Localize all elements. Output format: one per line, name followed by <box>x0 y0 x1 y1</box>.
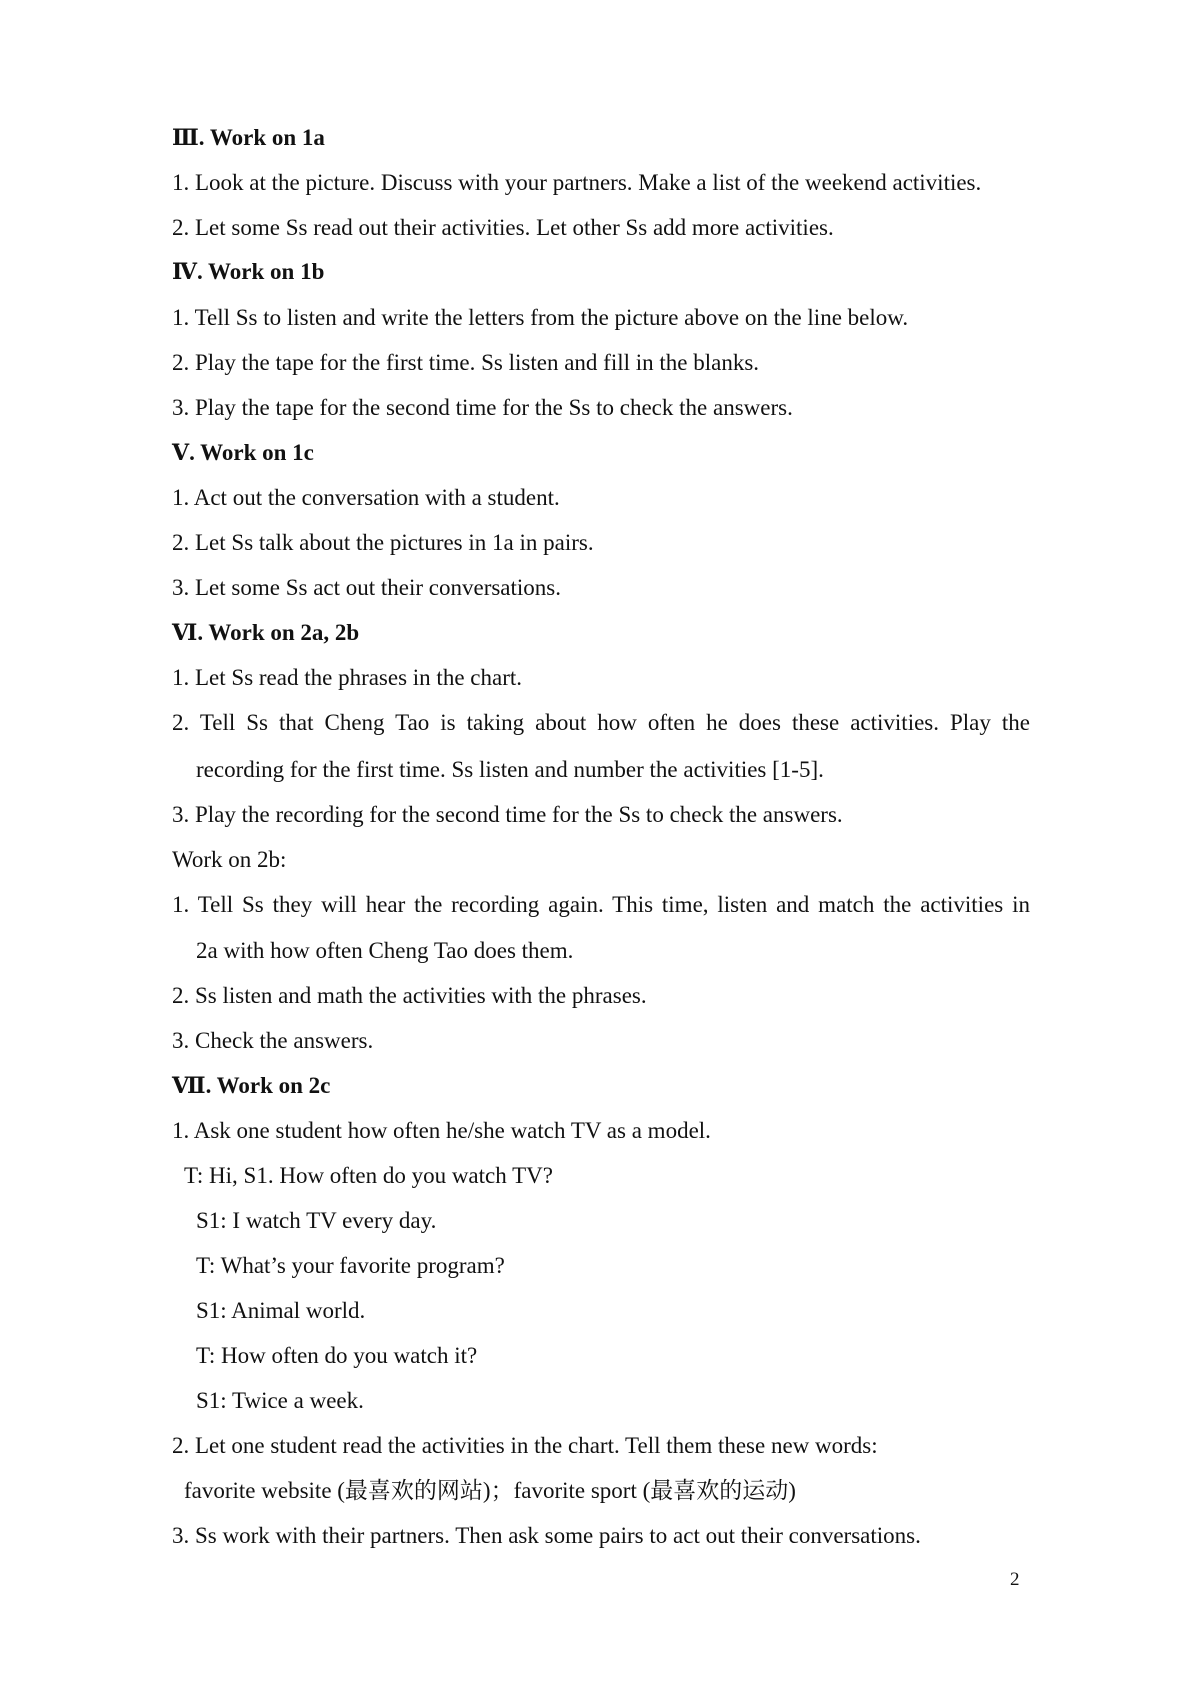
list-item: 2. Let one student read the activities in the chart. Tell them these new words: <box>172 1433 878 1458</box>
section-heading-v <box>172 439 314 467</box>
section-title: . Work on 1b <box>196 259 325 284</box>
list-item: 3. Check the answers. <box>172 1028 374 1053</box>
roman-numeral: Ⅵ <box>172 620 198 646</box>
section-title: . Work on 1c <box>189 440 314 465</box>
section-heading-vii <box>172 1072 330 1100</box>
list-item: 3. Play the recording for the second time for the Ss to check the answers. <box>172 802 843 827</box>
section-title: . Work on 2a, 2b <box>197 620 360 645</box>
dialogue-line: T: What’s your favorite program? <box>196 1253 505 1278</box>
list-item: 3. Let some Ss act out their conversations. <box>172 575 562 600</box>
list-item: 2. Let Ss talk about the pictures in 1a in pairs. <box>172 530 594 555</box>
roman-numeral: Ⅳ <box>172 259 197 285</box>
section-title: . Work on 2c <box>205 1073 331 1098</box>
list-item-continuation: 2a with how often Cheng Tao does them. <box>196 938 574 963</box>
dialogue-line: S1: I watch TV every day. <box>196 1208 437 1233</box>
list-item: 1. Ask one student how often he/she watch TV as a model. <box>172 1118 711 1143</box>
list-item-continuation: recording for the first time. Ss listen and number the activities [1-5]. <box>196 757 824 782</box>
section-heading-iii <box>172 124 325 152</box>
dialogue-line: T: How often do you watch it? <box>196 1343 478 1368</box>
list-item: 3. Play the tape for the second time for the Ss to check the answers. <box>172 395 793 420</box>
list-item: 1. Act out the conversation with a student. <box>172 485 560 510</box>
roman-numeral: Ⅴ <box>172 440 190 466</box>
section-heading-vi <box>172 619 359 647</box>
list-item: 2. Play the tape for the first time. Ss listen and fill in the blanks. <box>172 350 760 375</box>
dialogue-line: T: Hi, S1. How often do you watch TV? <box>184 1163 553 1188</box>
list-item: 1. Tell Ss they will hear the recording again. This time, listen and match the activities in <box>172 892 1030 917</box>
list-item: 2. Let some Ss read out their activities. Let other Ss add more activities. <box>172 215 834 240</box>
page-number: 2 <box>1010 1569 1020 1590</box>
dialogue-line: S1: Animal world. <box>196 1298 366 1323</box>
list-item: 1. Let Ss read the phrases in the chart. <box>172 665 522 690</box>
section-heading-iv <box>172 258 324 286</box>
list-item: 1. Look at the picture. Discuss with your partners. Make a list of the weekend activities. <box>172 170 982 195</box>
list-item: 2. Ss listen and math the activities with the phrases. <box>172 983 647 1008</box>
list-item: 1. Tell Ss to listen and write the letters from the picture above on the line below. <box>172 305 909 330</box>
roman-numeral: Ⅶ <box>172 1073 206 1099</box>
roman-numeral: Ⅲ <box>172 125 199 151</box>
subheading-work-on-2b: Work on 2b: <box>172 847 287 872</box>
list-item: 2. Tell Ss that Cheng Tao is taking about how often he does these activities. Play the <box>172 710 1030 735</box>
vocabulary-line: favorite website (最喜欢的网站)；favorite sport (最喜欢的运动) <box>184 1478 796 1503</box>
list-item: 3. Ss work with their partners. Then ask some pairs to act out their conversations. <box>172 1523 921 1548</box>
section-title: . Work on 1a <box>198 125 325 150</box>
dialogue-line: S1: Twice a week. <box>196 1388 364 1413</box>
